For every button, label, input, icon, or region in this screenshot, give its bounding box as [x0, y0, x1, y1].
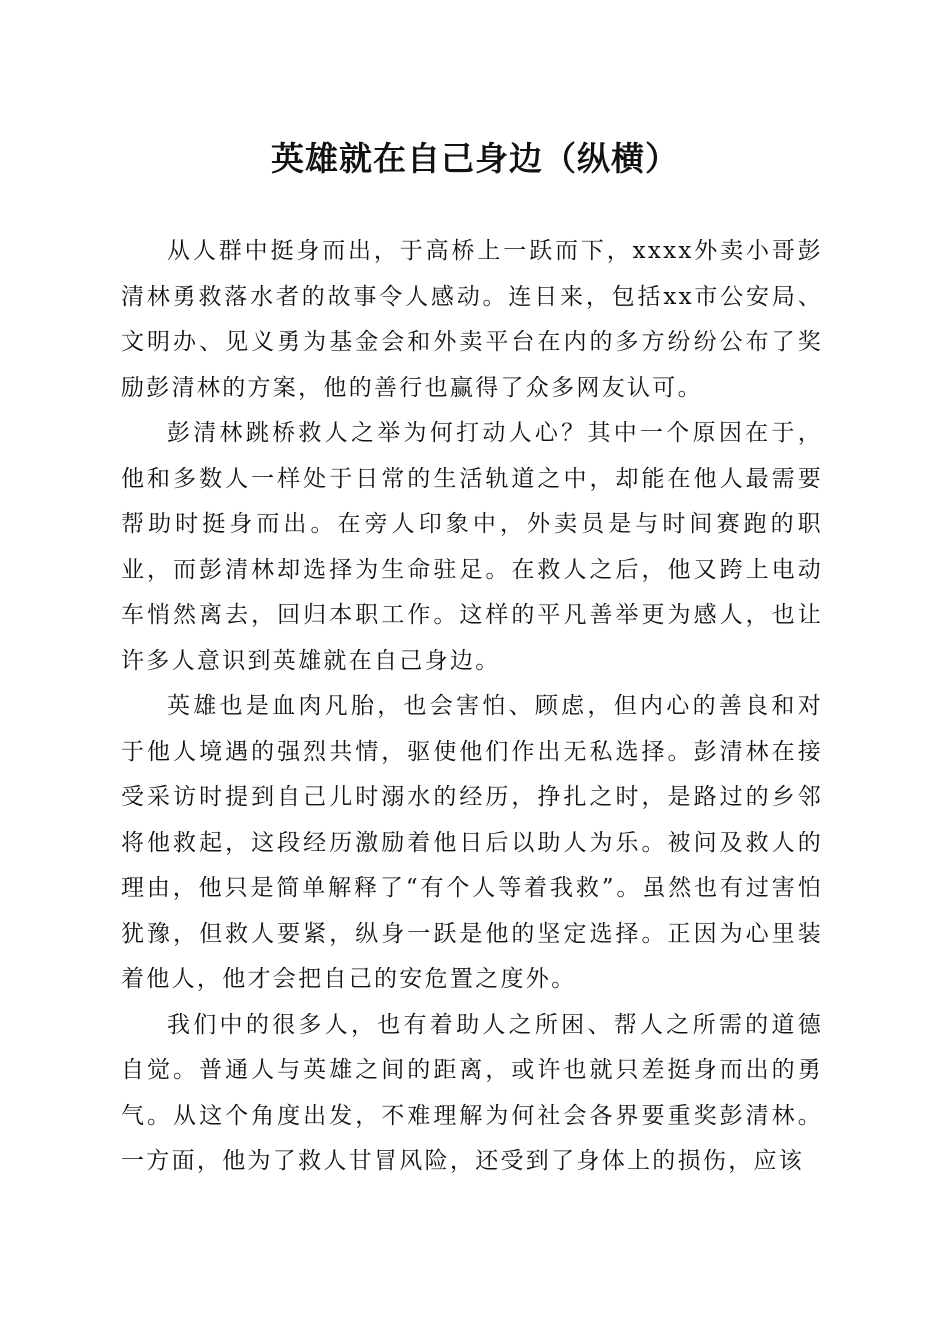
paragraph-3: 英雄也是血肉凡胎，也会害怕、顾虑，但内心的善良和对于他人境遇的强烈共情，驱使他们作出无私选择。彭清林在接受采访时提到自己儿时溺水的经历，挣扎之时，是路过的乡邻将他救起，这段经历激励着他日后以助人为乐。被问及救人的理由，他只是简单解释了“有个人等着我救”。虽然也有过害怕犹豫，但救人要紧，纵身一跃是他的坚定选择。正因为心里装着他人，他才会把自己的安危置之度外。 [121, 693, 823, 992]
paragraph-2: 彭清林跳桥救人之举为何打动人心？其中一个原因在于，他和多数人一样处于日常的生活轨道之中，却能在他人最需要帮助时挺身而出。在旁人印象中，外卖员是与时间赛跑的职业，而彭清林却选择为生命驻足。在救人之后，他又跨上电动车悄然离去，回归本职工作。这样的平凡善举更为感人，也让许多人意识到英雄就在自己身边。 [121, 420, 823, 674]
paragraph-4: 我们中的很多人，也有着助人之所困、帮人之所需的道德自觉。普通人与英雄之间的距离，或许也就只差挺身而出的勇气。从这个角度出发，不难理解为何社会各界要重奖彭清林。一方面，他为了救人甘冒风险，还受到了身体上的损伤，应该 [121, 1011, 823, 1174]
article-title: 英雄就在自己身边（纵横） [271, 139, 679, 178]
article-body [121, 229, 823, 1185]
paragraph-1: 从人群中挺身而出，于高桥上一跃而下，xxxx外卖小哥彭清林勇救落水者的故事令人感动。连日来，包括xx市公安局、文明办、见义勇为基金会和外卖平台在内的多方纷纷公布了奖励彭清林的方案，他的善行也赢得了众多网友认可。 [121, 238, 823, 401]
